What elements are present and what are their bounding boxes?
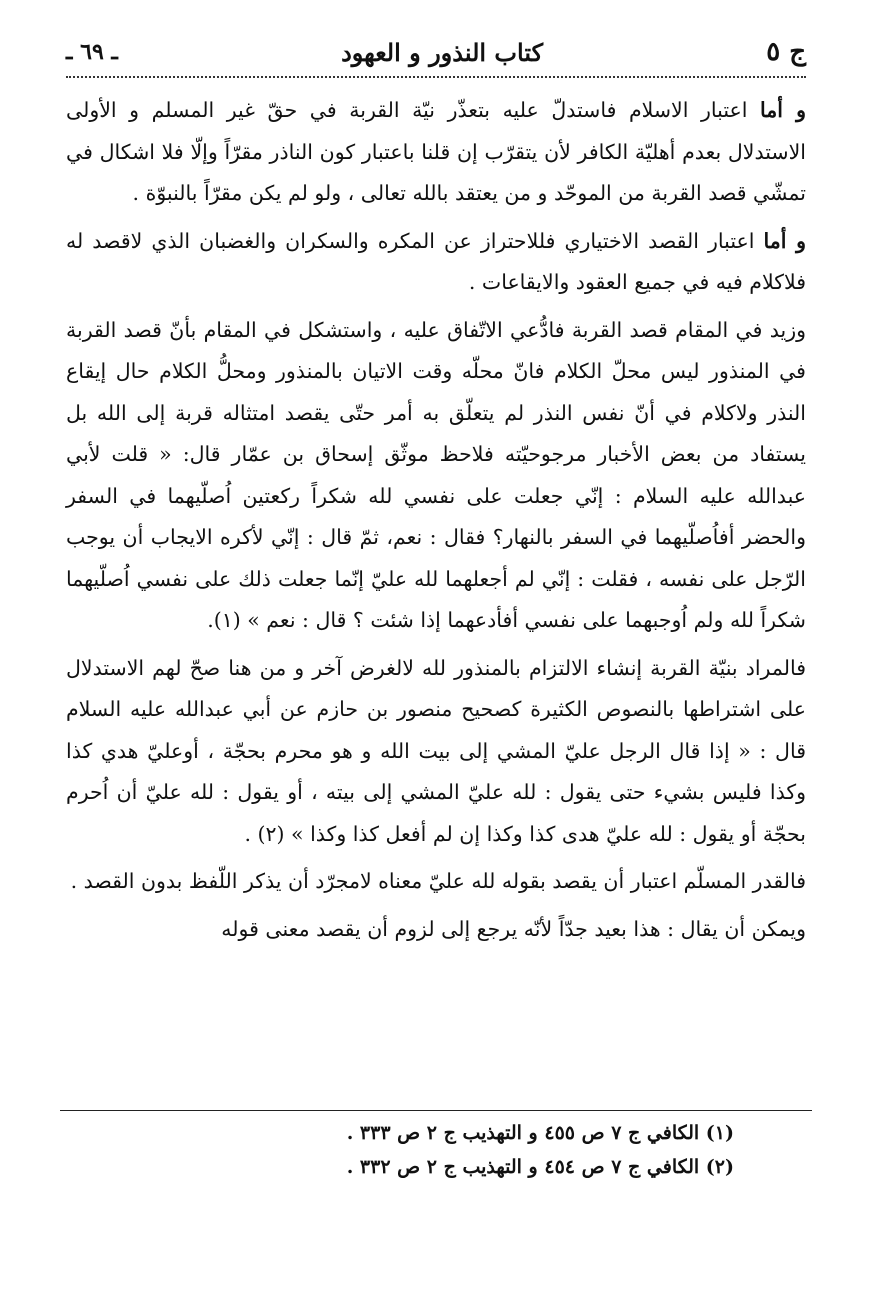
- page-body: [66, 90, 806, 956]
- paragraph: فالمراد بنيّة القربة إنشاء الالتزام بالمنذور لله لالغرض آخر و من هنا صحّ لهم الاستدلال على اشتراطها بالنصوص الكثيرة كصحيح منصور بن حازم عن أبي عبدالله عليه السلام قال : « إذا قال الرجل عليّ المشي إلى بيت الله و هو محرم بحجّة ، أوعليّ هدي كذا وكذا فليس بشيء حتى يقول : لله عليّ المشي إلى بيته ، أو يقول : لله عليّ أن اُحرم بحجّة أو يقول : لله عليّ هدى كذا وكذا إن لم أفعل كذا وكذا » (٢) .: [66, 655, 806, 846]
- footnote-divider: [60, 1110, 812, 1111]
- footnote-2: (٢) الكافي ج ٧ ص ٤٥٤ و التهذيب ج ٢ ص ٣٣٢ .: [346, 1156, 734, 1178]
- paragraph: فالقدر المسلّم اعتبار أن يقصد بقوله لله عليّ معناه لامجرّد أن يذكر اللّفظ بدون القصد .: [70, 869, 806, 893]
- page-header: [66, 28, 806, 78]
- paragraph: و أما اعتبار القصد الاختياري فللاحتراز عن المكره والسكران والغضبان الذي لاقصد له فلاكلام فيه في جميع العقود والايقاعات .: [66, 228, 806, 294]
- paragraph: و أما اعتبار الاسلام فاستدلّ عليه بتعذّر نيّة القربة في حقّ غير المسلم و الأولى الاستدلال بعدم أهليّة الكافر لأن يتقرّب إن قلنا باعتبار كون الناذر مقرّاً وإلّا فلا اشكال في تمشّي قصد القربة من الموحّد و من يعتقد بالله تعالى ، ولو لم يكن مقرّاً بالنبوّة .: [66, 98, 807, 205]
- book-title: كتاب النذور و العهود: [341, 37, 543, 67]
- volume-label: ج ٥: [766, 37, 806, 67]
- paragraph: وزيد في المقام قصد القربة فادُّعي الاتّفاق عليه ، واستشكل في المقام بأنّ قصد القربة في المنذور ليس محلّ الكلام فانّ محلّه وقت الاتيان بالمنذور ومحلُّ الكلام حال إيقاع النذر ولاكلام في أنّ نفس النذر لم يتعلّق به أمر حتّى يقصد امتثاله قربة إلى الله بل يستفاد من بعض الأخبار مرجوحيّته فلاحظ موثّق إسحاق بن عمّار قال: « قلت لأبي عبدالله عليه السلام : إنّي جعلت على نفسي لله شكراً ركعتين اُصلّيهما في السفر والحضر أفاُصلّيهما في السفر بالنهار؟ فقال : نعم، ثمّ قال : إنّي لأكره الايجاب أن يوجب الرّجل على نفسه ، فقلت : إنّي لم أجعلهما لله عليّ إنّما جعلت ذلك على نفسي اُصلّيهما شكراً لله ولم اُوجبهما على نفسي أفأدعهما إذا شئت ؟ قال : نعم » (١).: [66, 317, 806, 632]
- page-number: ـ ٦٩ ـ: [66, 39, 118, 65]
- footnote-1: (١) الكافي ج ٧ ص ٤٥٥ و التهذيب ج ٢ ص ٣٣٣ .: [346, 1122, 734, 1144]
- paragraph: ويمكن أن يقال : هذا بعيد جدّاً لأنّه يرجع إلى لزوم أن يقصد معنى قوله: [221, 916, 806, 941]
